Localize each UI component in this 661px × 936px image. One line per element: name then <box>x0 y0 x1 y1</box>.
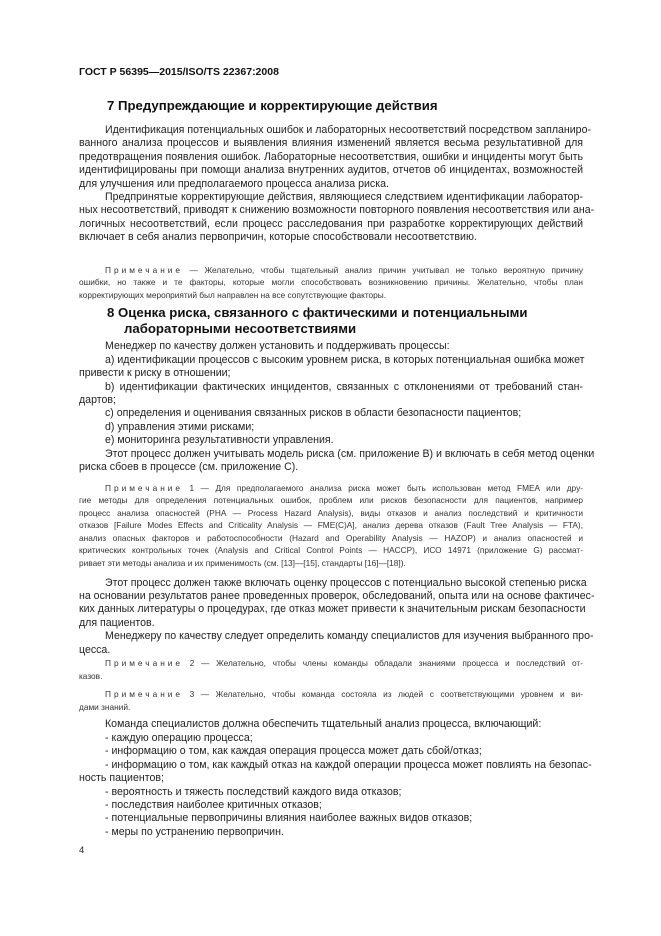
text-line: Менеджеру по качеству следует определить команду специалистов для изучения выбранного про- <box>105 630 594 643</box>
text-line: анализ опасных факторов и работоспособности (Hazard and Operability Analysis — HAZOP) и анализ опасностей и <box>79 532 583 543</box>
text-line: ких данных литературы о процедурах, где отказ может привести к значительным рискам безопасности <box>79 603 586 616</box>
list-item: - информацию о том, как каждый отказ на каждой операции процесса может повлиять на безопас- <box>105 758 592 771</box>
heading-line: лабораторными несоответствиями <box>124 321 357 337</box>
text-line: дами знаний. <box>79 701 131 712</box>
text-line: на основании результатов ранее проведенных проверок, обследований, опыта или на основе фактичес- <box>79 590 595 603</box>
list-item-d: d) управления этими рисками; <box>105 420 255 433</box>
list-item: - последствия наиболее критичных отказов; <box>105 798 322 811</box>
list-item: - вероятность и тяжесть последствий каждого вида отказов; <box>105 785 402 798</box>
text-line: включает в себя анализ первопричин, которые способствовали несоответствию. <box>79 231 477 244</box>
list-item: - меры по устранению первопричин. <box>105 825 284 838</box>
text-line: ошибки, но также и те факторы, которые могли способствовать возникновению причины. Желательно, чтобы план <box>79 277 583 288</box>
text-line: Этот процесс должен также включать оценку процессов с потенциально высокой степенью риска <box>105 576 587 589</box>
text-line: — Желательно, чтобы тщательный анализ причин учитывал не только вероятную причину <box>183 264 583 275</box>
section-8-team-analysis <box>79 718 592 839</box>
text-line: казов. <box>79 670 103 681</box>
section-7-paragraph-1 <box>79 124 591 191</box>
heading-line: 8 Оценка риска, связанного с фактическими и потенциальными <box>107 305 528 321</box>
text-line: для пациентов. <box>79 616 155 629</box>
text-line: предотвращения появления ошибок. Лабораторные несоответствия, ошибки и инциденты могут быть <box>79 150 583 163</box>
list-item: - информацию о том, как каждая операция процесса может дать сбой/отказ; <box>105 745 482 758</box>
list-item-b: b) идентификации фактических инцидентов, связанных с отклонениями от требований стан- <box>105 380 583 393</box>
text-line: процесс анализа опасностей (PHA — Process Hazard Analysis), виды отказов и анализ последствий и критичности <box>79 507 583 518</box>
text-line: ривает эти методы анализа и их применимость (см. [13]—[15], стандарты [16]—[18]). <box>79 558 406 569</box>
text-line: 3 — Желательно, чтобы команда состояла из людей с соответствующими уровнем и ви- <box>183 689 583 700</box>
section-8-note-2 <box>79 657 583 682</box>
note-label: Примечание <box>105 658 184 669</box>
text-line: Этот процесс должен учитывать модель риска (см. приложение В) и включать в себя метод оценки <box>105 447 595 460</box>
text-line: идентифицированы при помощи анализа внутренних аудитов, отчетов об инцидентах, возможностей <box>79 164 583 177</box>
document-page <box>79 66 595 857</box>
text-line: риска сбоев в процессе (см. приложение С). <box>79 461 299 474</box>
section-8-note-1 <box>79 482 583 570</box>
page-number: 4 <box>79 845 85 857</box>
text-line: Предпринятые корректирующие действия, являющиеся следствием идентификации лаборатор- <box>105 191 583 204</box>
text-line: 2 — Желательно, чтобы члены команды обладали знаниями процесса и последствий от- <box>183 658 583 669</box>
text-line: отказов [Failure Modes Effects and Criticality Analysis — FME(C)A], анализ дерева отказов (Fault Tree Analysis — FTA), <box>79 520 583 531</box>
text-line: Команда специалистов должна обеспечить тщательный анализ процесса, включающий: <box>105 718 542 731</box>
text-line: корректирующих мероприятий был направлен на все сопутствующие факторы. <box>79 289 387 300</box>
text-line: для улучшения или предполагаемого процесса анализа риска. <box>79 177 389 190</box>
section-7-heading: 7 Предупреждающие и корректирующие действия <box>107 98 438 113</box>
section-7-paragraph-2 <box>79 191 595 245</box>
section-8-note-3 <box>79 688 583 713</box>
text-line: логичных несоответствий, если процесс расследования при разработке корректирующих действий <box>79 217 583 230</box>
text-line: ванного анализа процессов и выявления влияния изменений является весьма результативной для <box>79 137 583 150</box>
text-line: привести к риску в отношении; <box>79 367 231 380</box>
list-item: - потенциальные первопричины влияния наиболее важных видов отказов; <box>105 812 473 825</box>
note-label: Примечание <box>105 264 184 275</box>
section-7-note <box>79 264 583 302</box>
text-line: дартов; <box>79 394 116 407</box>
section-8-heading <box>79 305 583 337</box>
text-line: 1 — Для предполагаемого анализа риска может быть использован метод FMEA или дру- <box>183 482 583 493</box>
list-item-e: е) мониторинга результативности управления. <box>105 434 334 447</box>
document-header: ГОСТ Р 56395—2015/ISO/TS 22367:2008 <box>79 66 279 78</box>
section-8-paragraph-4 <box>79 576 595 657</box>
section-8-processes <box>79 340 595 474</box>
text-line: ность пациентов; <box>79 772 164 785</box>
text-line: Идентификация потенциальных ошибок и лабораторных несоответствий посредством запланиро- <box>105 124 591 136</box>
text-line: ных несоответствий, приводят к снижению возможности повторного появления несоответствия или ана- <box>79 204 595 217</box>
text-line: цесса. <box>79 643 111 656</box>
text-line: критических контрольных точек (Analysis and Critical Control Points — HACCP), ИСО 14971 (приложение G) рассмат- <box>79 545 583 556</box>
note-label: Примечание <box>105 482 184 493</box>
list-item-c: с) определения и оценивания связанных рисков в области безопасности пациентов; <box>105 407 522 420</box>
text-line: Менеджер по качеству должен установить и поддерживать процессы: <box>105 340 450 353</box>
note-label: Примечание <box>105 689 184 700</box>
list-item: - каждую операцию процесса; <box>105 731 253 744</box>
list-item-a: а) идентификации процессов с высоким уровнем риска, в которых потенциальная ошибка может <box>105 353 585 366</box>
text-line: гие методы для определения потенциальных ошибок, проблем или рисков безопасности для пациентов, например <box>79 495 583 506</box>
